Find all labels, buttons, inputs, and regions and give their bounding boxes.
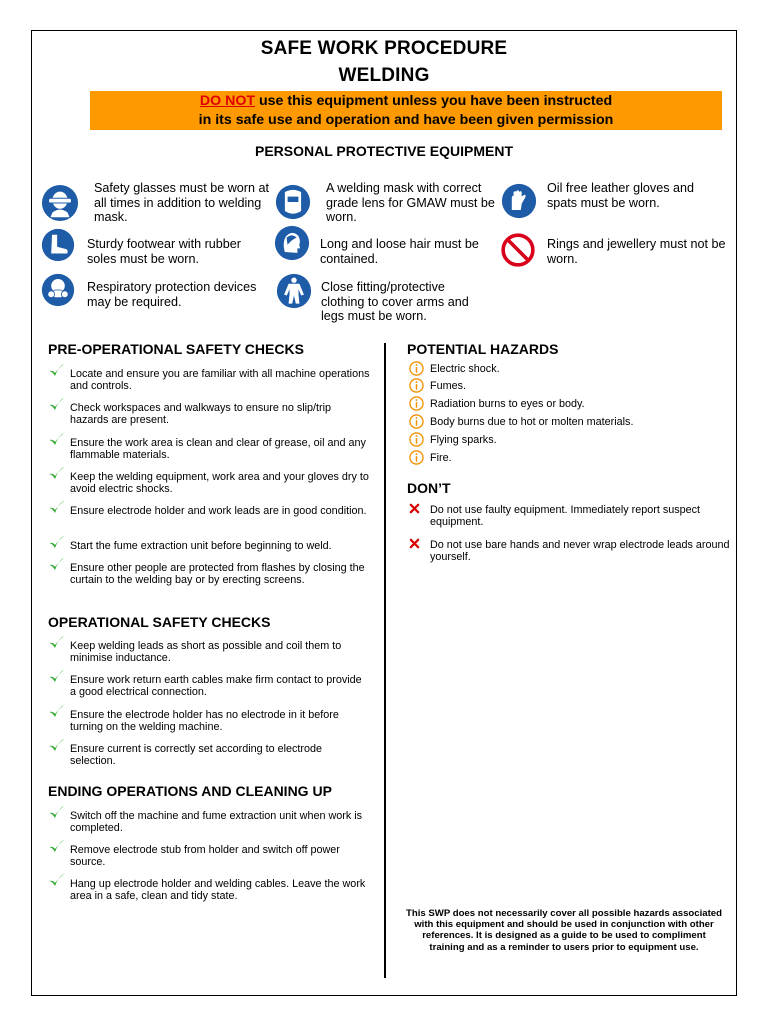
page-title: SAFE WORK PROCEDURE (260, 38, 508, 59)
check-text: Ensure current is correctly set according to electrode selection. (70, 743, 323, 768)
hair-contained-icon (274, 225, 310, 261)
check-icon (48, 431, 66, 447)
check-icon (48, 668, 66, 684)
info-icon (409, 432, 424, 447)
check-icon (48, 804, 66, 820)
hazard-text: Flying sparks. (430, 434, 497, 446)
dont-text: Do not use faulty equipment. Immediately report suspect equipment. (430, 504, 701, 529)
check-icon (48, 634, 66, 650)
warning-line-1 (90, 92, 722, 111)
warning-line-1-rest: use this equipment unless you have been instructed (255, 93, 613, 109)
check-icon (48, 838, 66, 854)
check-text: Ensure other people are protected from flashes by closing the curtain to the welding bay or by erecting screens. (70, 562, 365, 587)
check-text: Check workspaces and walkways to ensure no slip/trip hazards are present. (70, 402, 332, 427)
hazards-heading: POTENTIAL HAZARDS (407, 341, 559, 357)
check-icon (48, 362, 66, 378)
check-text: Start the fume extraction unit before beginning to weld. (70, 540, 332, 552)
warning-line-2: in its safe use and operation and have been given permission (198, 112, 614, 128)
check-text: Ensure work return earth cables make firm contact to provide a good electrical connection. (70, 674, 362, 699)
ppe-text-welding-mask: A welding mask with correct grade lens for GMAW must be worn. (326, 181, 495, 224)
cross-icon (409, 538, 420, 549)
safety-glasses-icon (41, 184, 79, 222)
check-text: Keep the welding equipment, work area and your gloves dry to avoid electric shocks. (70, 471, 369, 496)
hazard-text: Electric shock. (430, 363, 500, 375)
check-text: Ensure the work area is clean and clear of grease, oil and any flammable materials. (70, 437, 366, 462)
pre-operational-heading: PRE-OPERATIONAL SAFETY CHECKS (48, 341, 304, 357)
info-icon (409, 361, 424, 376)
ppe-text-clothing: Close fitting/protective clothing to cover arms and legs must be worn. (321, 280, 469, 323)
ppe-text-leather-gloves: Oil free leather gloves and spats must be worn. (547, 181, 695, 210)
hazard-text: Body burns due to hot or molten materials. (430, 416, 634, 428)
ppe-text-respiratory: Respiratory protection devices may be required. (87, 280, 257, 309)
check-text: Switch off the machine and fume extraction unit when work is completed. (70, 810, 363, 835)
ppe-text-footwear: Sturdy footwear with rubber soles must be worn. (87, 237, 241, 266)
respirator-icon (41, 273, 75, 307)
ppe-text-safety-glasses: Safety glasses must be worn at all times in addition to welding mask. (94, 181, 269, 224)
cross-icon (409, 503, 420, 514)
info-icon (409, 450, 424, 465)
leather-gloves-icon (501, 183, 537, 219)
check-text: Hang up electrode holder and welding cables. Leave the work area in a safe, clean and tidy state. (70, 878, 366, 903)
column-divider (384, 343, 386, 978)
warning-banner (90, 91, 722, 130)
operational-heading: OPERATIONAL SAFETY CHECKS (48, 614, 271, 630)
check-icon (48, 703, 66, 719)
check-icon (48, 499, 66, 515)
dont-text: Do not use bare hands and never wrap electrode leads around yourself. (430, 539, 730, 564)
hazard-text: Radiation burns to eyes or body. (430, 398, 585, 410)
info-icon (409, 414, 424, 429)
page-subtitle: WELDING (338, 65, 430, 86)
info-icon (409, 396, 424, 411)
disclaimer: This SWP does not necessarily cover all possible hazards associated with this equipment and should be used in conjunction with other references. It is designed as a guide to be used to compliment training and as a reminder to users prior to equipment use. (405, 908, 722, 953)
check-text: Locate and ensure you are familiar with all machine operations and controls. (70, 368, 370, 393)
check-icon (48, 556, 66, 572)
check-text: Ensure electrode holder and work leads are in good condition. (70, 505, 367, 517)
check-text: Ensure the electrode holder has no electrode in it before turning on the welding machine. (70, 709, 339, 734)
safety-boots-icon (41, 228, 75, 262)
protective-clothing-icon (276, 273, 312, 309)
ppe-text-hair: Long and loose hair must be contained. (320, 237, 479, 266)
ppe-text-jewellery: Rings and jewellery must not be worn. (547, 237, 726, 266)
check-icon (48, 737, 66, 753)
dont-heading: DON’T (407, 480, 451, 496)
check-icon (48, 534, 66, 550)
hazard-text: Fire. (430, 452, 452, 464)
do-not-text: DO NOT (199, 93, 256, 109)
check-text: Keep welding leads as short as possible and coil them to minimise inductance. (70, 640, 342, 665)
welding-mask-icon (275, 184, 311, 220)
info-icon (409, 378, 424, 393)
ending-heading: ENDING OPERATIONS AND CLEANING UP (48, 783, 332, 799)
check-icon (48, 465, 66, 481)
hazard-text: Fumes. (430, 380, 466, 392)
ppe-heading: PERSONAL PROTECTIVE EQUIPMENT (255, 143, 513, 159)
check-text: Remove electrode stub from holder and switch off power source. (70, 844, 340, 869)
no-jewellery-icon (500, 232, 536, 268)
check-icon (48, 396, 66, 412)
check-icon (48, 872, 66, 888)
